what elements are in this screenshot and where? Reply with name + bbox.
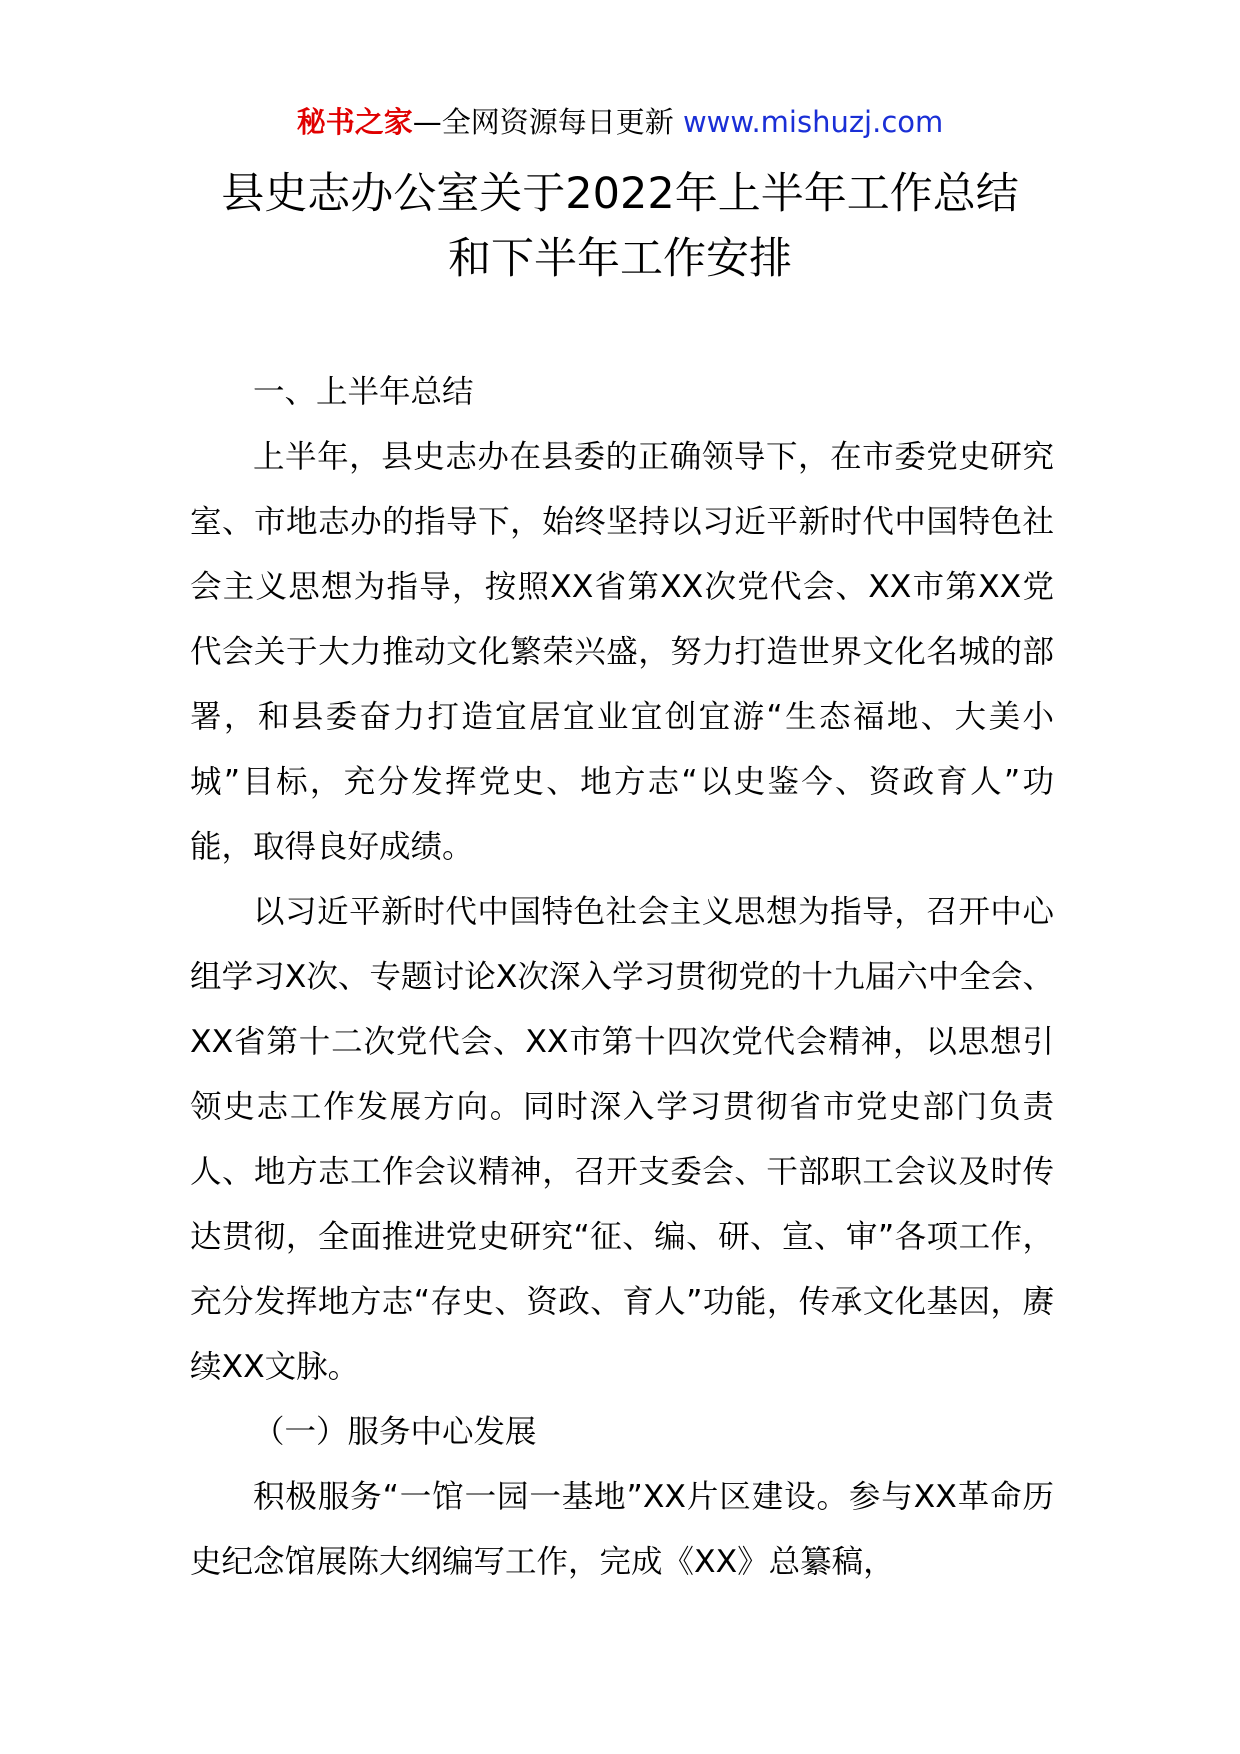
banner-slogan: —全网资源每日更新 bbox=[412, 105, 683, 139]
title-line-2: 和下半年工作安排 bbox=[448, 234, 792, 284]
subsection-heading: （一）服务中心发展 bbox=[253, 1414, 537, 1450]
title-line-1: 县史志办公室关于2022年上半年工作总结 bbox=[221, 169, 1019, 219]
document-title bbox=[0, 162, 1240, 292]
banner-brand: 秘书之家 bbox=[296, 105, 413, 139]
section-heading: 一、上半年总结 bbox=[253, 374, 474, 410]
site-banner bbox=[0, 100, 1240, 144]
document-body bbox=[190, 360, 1054, 1595]
paragraph: 积极服务“一馆一园一基地”XX片区建设。参与XX革命历史纪念馆展陈大纲编写工作，完成《XX》总纂稿， bbox=[190, 1479, 1054, 1580]
paragraph: 上半年，县史志办在县委的正确领导下，在市委党史研究室、市地志办的指导下，始终坚持以习近平新时代中国特色社会主义思想为指导，按照XX省第XX次党代会、XX市第XX党代会关于大力推动文化繁荣兴盛，努力打造世界文化名城的部署，和县委奋力打造宜居宜业宜创宜游“生态福地、大美小城”目标，充分发挥党史、地方志“以史鉴今、资政育人”功能，取得良好成绩。 bbox=[190, 439, 1054, 865]
paragraph: 以习近平新时代中国特色社会主义思想为指导，召开中心组学习X次、专题讨论X次深入学习贯彻党的十九届六中全会、XX省第十二次党代会、XX市第十四次党代会精神，以思想引领史志工作发展方向。同时深入学习贯彻省市党史部门负责人、地方志工作会议精神，召开支委会、干部职工会议及时传达贯彻，全面推进党史研究“征、编、研、宣、审”各项工作，充分发挥地方志“存史、资政、育人”功能，传承文化基因，赓续XX文脉。 bbox=[190, 894, 1054, 1385]
banner-url[interactable]: www.mishuzj.com bbox=[682, 105, 944, 139]
